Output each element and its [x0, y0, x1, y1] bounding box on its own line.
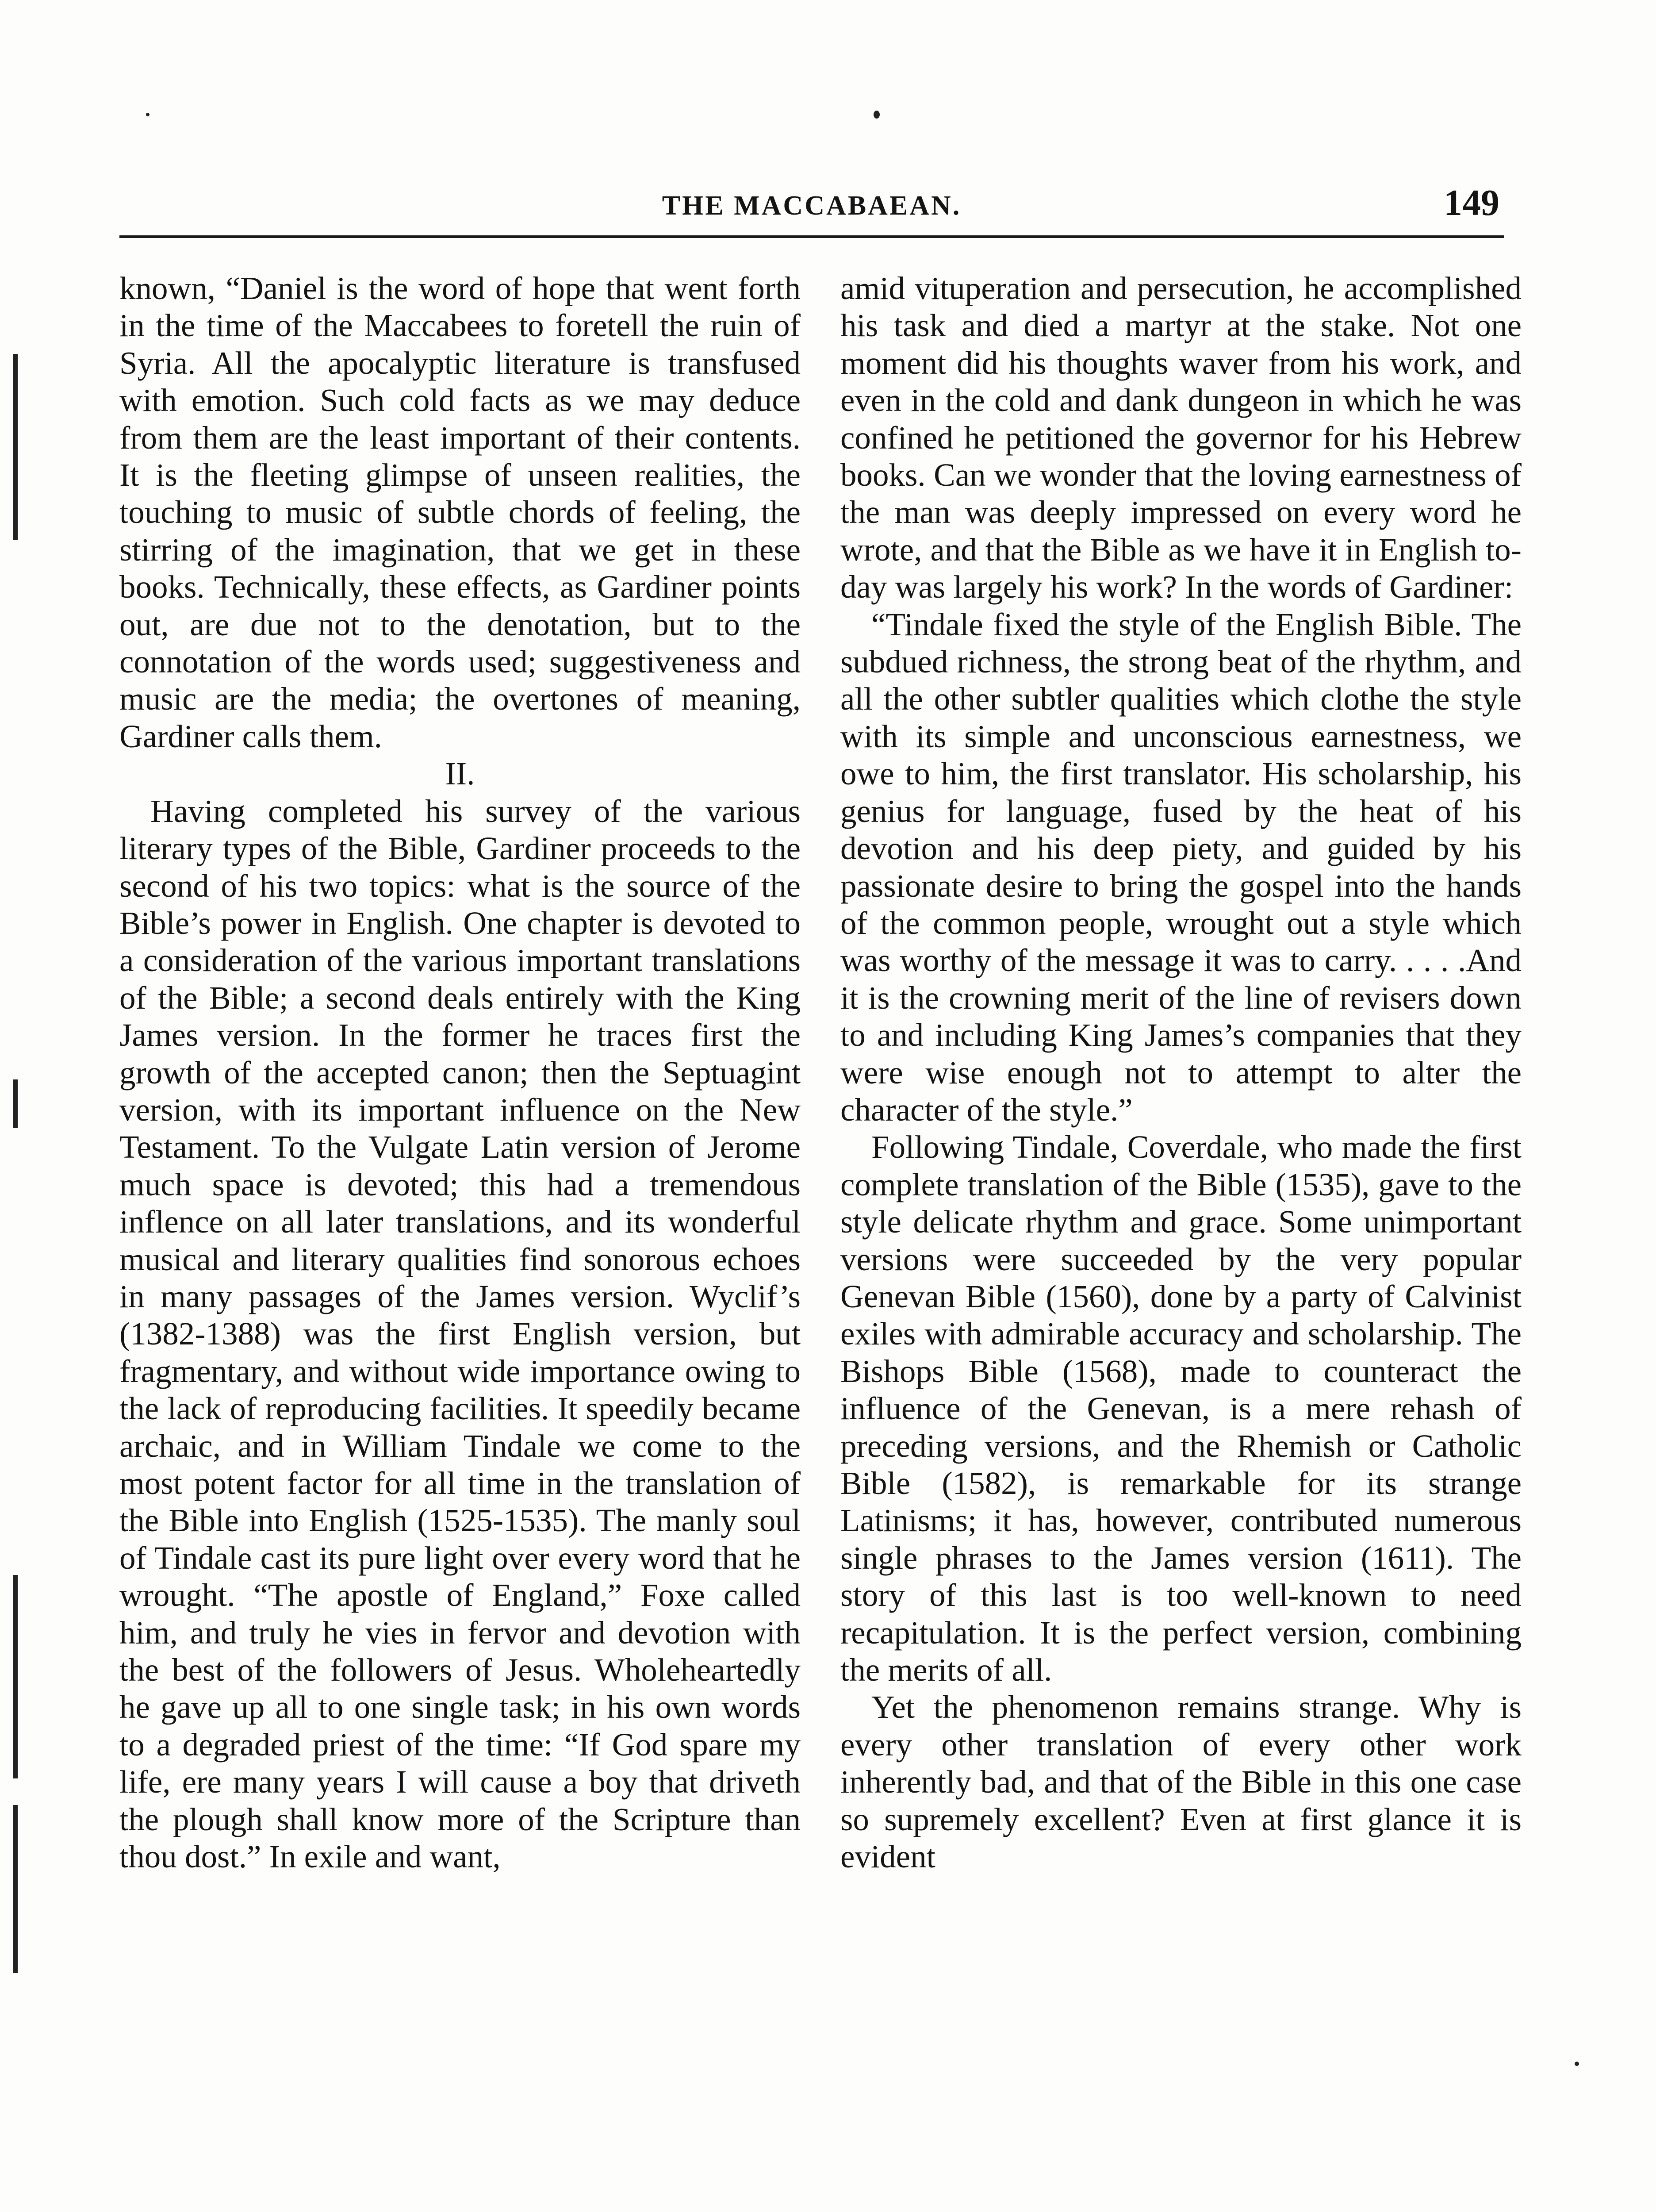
- page-number: 149: [1444, 182, 1499, 223]
- margin-binding-mark-3: [13, 1575, 18, 1778]
- left-column: [119, 270, 801, 2141]
- section-number: II.: [445, 756, 475, 792]
- gardiner-quote: “Tindale fixed the style of the English Bible. The subdued richness, the strong beat of the rhythm, and all the other subtler qualities which clothe the style with its simple and unconscious earnestness, we owe to him, the first translator. His scholarship, his genius for language, fused by the heat of his devotion and his deep piety, and guided by his passionate desire to bring the gospel into the hands of the common people, wrought out a style which was worthy of the message it was to carry. . . . .And it is the crowning merit of the line of revisers down to and including King James’s companies that they were wise enough not to attempt to alter the character of the style.”: [840, 606, 1522, 1128]
- margin-binding-mark-2: [13, 1079, 18, 1128]
- right-paragraph-3: Yet the phenomenon remains strange. Why is every other translation of every other work inherently bad, and that of the Bible in this one case so supremely excellent? Even at first glance it is evident: [840, 1689, 1522, 1875]
- journal-title: THE MACCABAEAN.: [662, 191, 962, 221]
- scan-speck-3: [1575, 2062, 1579, 2066]
- running-header: [119, 182, 1504, 238]
- right-column: [840, 270, 1522, 2141]
- left-paragraph-2: Having completed his survey of the various literary types of the Bible, Gardiner proceeds to the second of his two topics: what is the source of the Bible’s power in English. One chapter is devoted to a consideration of the various important translations of the Bible; a second deals entirely with the King James version. In the former he traces first the growth of the accepted canon; then the Septuagint version, with its important influence on the New Testament. To the Vulgate Latin version of Jerome much space is devoted; this had a tremendous inflence on all later translations, and its wonderful musical and literary qualities find sonorous echoes in many passages of the James version. Wyclif’s (1382-1388) was the first English version, but fragmentary, and without wide importance owing to the lack of reproducing facilities. It speedily became archaic, and in William Tindale we come to the most potent factor for all time in the translation of the Bible into English (1525-1535). The manly soul of Tindale cast its pure light over every word that he wrought. “The apostle of England,” Foxe called him, and truly he vies in fervor and devotion with the best of the followers of Jesus. Wholeheartedly he gave up all to one single task; in his own words to a degraded priest of the time: “If God spare my life, ere many years I will cause a boy that driveth the plough shall know more of the Scripture than thou dost.” In exile and want,: [119, 793, 801, 1875]
- scan-speck-1: [874, 111, 880, 119]
- margin-binding-mark-4: [13, 1805, 18, 1973]
- margin-binding-mark-1: [13, 354, 18, 540]
- left-paragraph-1: known, “Daniel is the word of hope that went forth in the time of the Maccabees to foretell the ruin of Syria. All the apocalyptic literature is transfused with emotion. Such cold facts as we may deduce from them are the least important of their contents. It is the fleeting glimpse of unseen realities, the touching to music of subtle chords of feeling, the stirring of the imagination, that we get in these books. Technically, these effects, as Gardiner points out, are due not to the denotation, but to the connotation of the words used; suggestiveness and music are the media; the overtones of meaning, Gardiner calls them.: [119, 270, 801, 754]
- right-paragraph-1: amid vituperation and persecution, he accomplished his task and died a martyr at the stake. Not one moment did his thoughts waver from his work, and even in the cold and dank dungeon in which he was confined he petitioned the governor for his Hebrew books. Can we wonder that the loving earnestness of the man was deeply impressed on every word he wrote, and that the Bible as we have it in English to-day was largely his work? In the words of Gardiner:: [840, 270, 1522, 605]
- right-paragraph-2: Following Tindale, Coverdale, who made the first complete translation of the Bible (1535), gave to the style delicate rhythm and grace. Some unimportant versions were succeeded by the very popular Genevan Bible (1560), done by a party of Calvinist exiles with admirable accuracy and scholarship. The Bishops Bible (1568), made to counteract the influence of the Genevan, is a mere rehash of preceding versions, and the Rhemish or Catholic Bible (1582), is remarkable for its strange Latinisms; it has, however, contributed numerous single phrases to the James version (1611). The story of this last is too well-known to need recapitulation. It is the perfect version, combining the merits of all.: [840, 1129, 1522, 1688]
- scan-speck-2: [146, 113, 150, 116]
